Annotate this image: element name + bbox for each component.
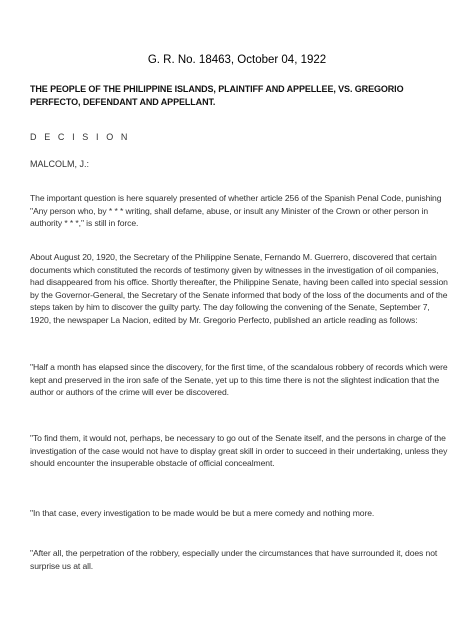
quoted-paragraph: "After all, the perpetration of the robbery, especially under the circumstances that have surrounded it, does not surprise us at all. (30, 548, 438, 571)
ponente: MALCOLM, J.: (30, 159, 90, 169)
body-paragraph: The important question is here squarely presented of whether article 256 of the Spanish Penal Code, punishing "Any person who, by * * * writing, shall defame, abuse, or insult any Minister of the Crown or other person in authority * * *," is still in force. (30, 193, 442, 229)
decision-label: D E C I S I O N (30, 132, 131, 142)
case-title: G. R. No. 18463, October 04, 1922 (147, 54, 327, 66)
body-paragraph: About August 20, 1920, the Secretary of the Philippine Senate, Fernando M. Guerrero, discovered that certain documents which constituted the records of testimony given by witnesses in the investigation of oil companies, had disappeared from his office. Shortly thereafter, the Philippine Senate, having been called into special session by the Governor-General, the Secretary of the Senate informed that body of the loss of the documents and of the steps taken by him to discover the guilty party. The day following the convening of the Senate, September 7, 1920, the newspaper La Nacion, edited by Mr. Gregorio Perfecto, published an article reading as follows: (30, 252, 448, 325)
quoted-paragraph: "Half a month has elapsed since the discovery, for the first time, of the scandalous robbery of records which were kept and preserved in the iron safe of the Senate, yet up to this time there is not the slightest indication that the author or authors of the crime will ever be discovered. (30, 362, 448, 398)
quoted-paragraph: "To find them, it would not, perhaps, be necessary to go out of the Senate itself, and the persons in charge of the investigation of the case would not have to display great skill in order to succeed in their undertaking, unless they should encounter the insuperable obstacle of official concealment. (30, 433, 448, 469)
case-parties: THE PEOPLE OF THE PHILIPPINE ISLANDS, PLAINTIFF AND APPELLEE, VS. GREGORIO PERFECTO, DEFENDANT AND APPELLANT. (30, 84, 404, 107)
quoted-paragraph: "In that case, every investigation to be made would be but a mere comedy and nothing more. (30, 508, 375, 518)
